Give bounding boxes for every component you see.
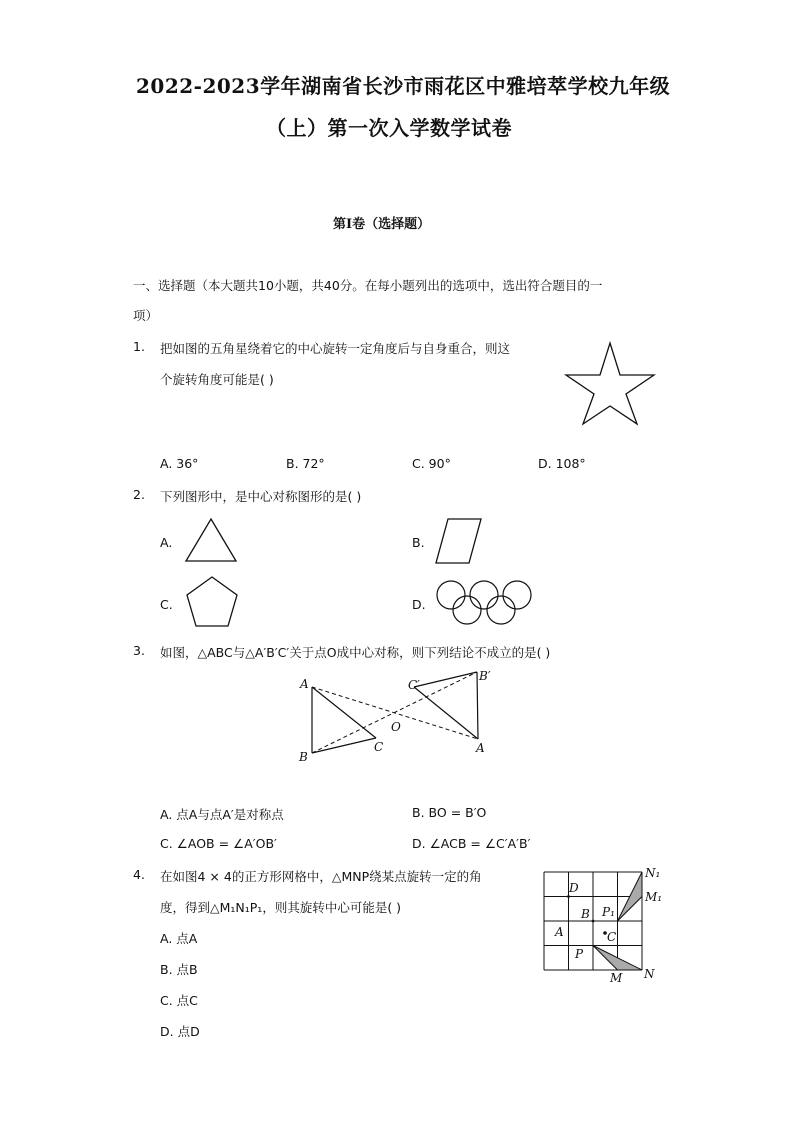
q3-option-c[interactable]: C. ∠AOB = ∠A′OB′ <box>160 836 277 851</box>
q3-option-d[interactable]: D. ∠ACB = ∠C′A′B′ <box>412 836 531 851</box>
q1-number: 1. <box>133 339 145 354</box>
q4-option-c[interactable]: C. 点C <box>160 993 198 1008</box>
q4-label-n: N <box>644 967 655 981</box>
q2-option-c-label[interactable]: C. <box>160 597 173 612</box>
q3-label-c-prime: C′ <box>408 678 420 692</box>
exam-title-line1: 2022-2023学年湖南省长沙市雨花区中雅培萃学校九年级 <box>136 74 671 98</box>
q1-stem-line2: 个旋转角度可能是( ) <box>160 372 274 387</box>
q4-grid-figure <box>540 864 670 988</box>
q4-label-d: D <box>569 881 579 895</box>
star-shape <box>566 343 654 424</box>
q4-stem-line1: 在如图4 × 4的正方形网格中，△MNP绕某点旋转一定的角 <box>160 869 482 884</box>
q2-option-d-label[interactable]: D. <box>412 597 426 612</box>
q3-label-o: O <box>391 720 401 734</box>
q1-option-c[interactable]: C. 90° <box>412 456 451 471</box>
q4-point-d <box>567 895 570 898</box>
q2-option-a-triangle[interactable] <box>183 517 239 563</box>
q3-label-a: A <box>300 677 309 691</box>
q3-number: 3. <box>133 643 145 658</box>
q4-label-a: A <box>555 925 564 939</box>
q4-option-d[interactable]: D. 点D <box>160 1024 200 1039</box>
q4-label-b: B <box>581 907 590 921</box>
q4-label-m: M <box>610 971 623 985</box>
q3-label-a-prime: A <box>476 741 485 755</box>
q2-stem: 下列图形中，是中心对称图形的是( ) <box>160 489 362 504</box>
q2-option-c-pentagon[interactable] <box>184 575 240 629</box>
q4-point-b <box>592 920 595 923</box>
q4-label-p: P <box>575 947 584 961</box>
section-heading-line1: 一、选择题（本大题共10小题，共40分。在每小题列出的选项中，选出符合题目的一 <box>133 278 603 293</box>
q3-stem: 如图，△ABC与△A′B′C′关于点O成中心对称，则下列结论不成立的是( ) <box>160 645 551 660</box>
q3-label-c: C <box>374 740 384 754</box>
q4-label-m1: M₁ <box>645 890 663 904</box>
q3-label-b-prime: B′ <box>479 669 491 683</box>
q4-number: 4. <box>133 867 145 882</box>
q2-option-b-label[interactable]: B. <box>412 535 425 550</box>
q4-label-n1: N₁ <box>645 866 661 880</box>
part-heading: 第I卷（选择题） <box>333 217 431 232</box>
q2-number: 2. <box>133 487 145 502</box>
q3-label-b: B <box>299 750 308 764</box>
q3-option-b[interactable]: B. BO = B′O <box>412 805 487 820</box>
q1-stem-line1: 把如图的五角星绕着它的中心旋转一定角度后与自身重合，则这 <box>160 341 511 356</box>
q1-option-d[interactable]: D. 108° <box>538 456 586 471</box>
q4-stem-line2: 度，得到△M₁N₁P₁，则其旋转中心可能是( ) <box>160 900 402 915</box>
q2-option-d-olympic-rings[interactable] <box>434 579 544 627</box>
q1-option-b[interactable]: B. 72° <box>286 456 325 471</box>
q2-option-b-parallelogram[interactable] <box>434 517 484 565</box>
q4-option-a[interactable]: A. 点A <box>160 931 198 946</box>
q4-label-c: C <box>607 930 617 944</box>
q3-option-a[interactable]: A. 点A与点A′是对称点 <box>160 807 284 822</box>
q4-option-b[interactable]: B. 点B <box>160 962 198 977</box>
q4-label-p1: P₁ <box>602 905 615 919</box>
q3-symmetric-triangles-figure <box>290 665 510 770</box>
exam-title-line2: （上）第一次入学数学试卷 <box>266 116 512 140</box>
section-heading-line2: 项） <box>133 308 159 323</box>
q1-option-a[interactable]: A. 36° <box>160 456 199 471</box>
five-pointed-star-figure <box>560 340 660 428</box>
q2-option-a-label[interactable]: A. <box>160 535 173 550</box>
